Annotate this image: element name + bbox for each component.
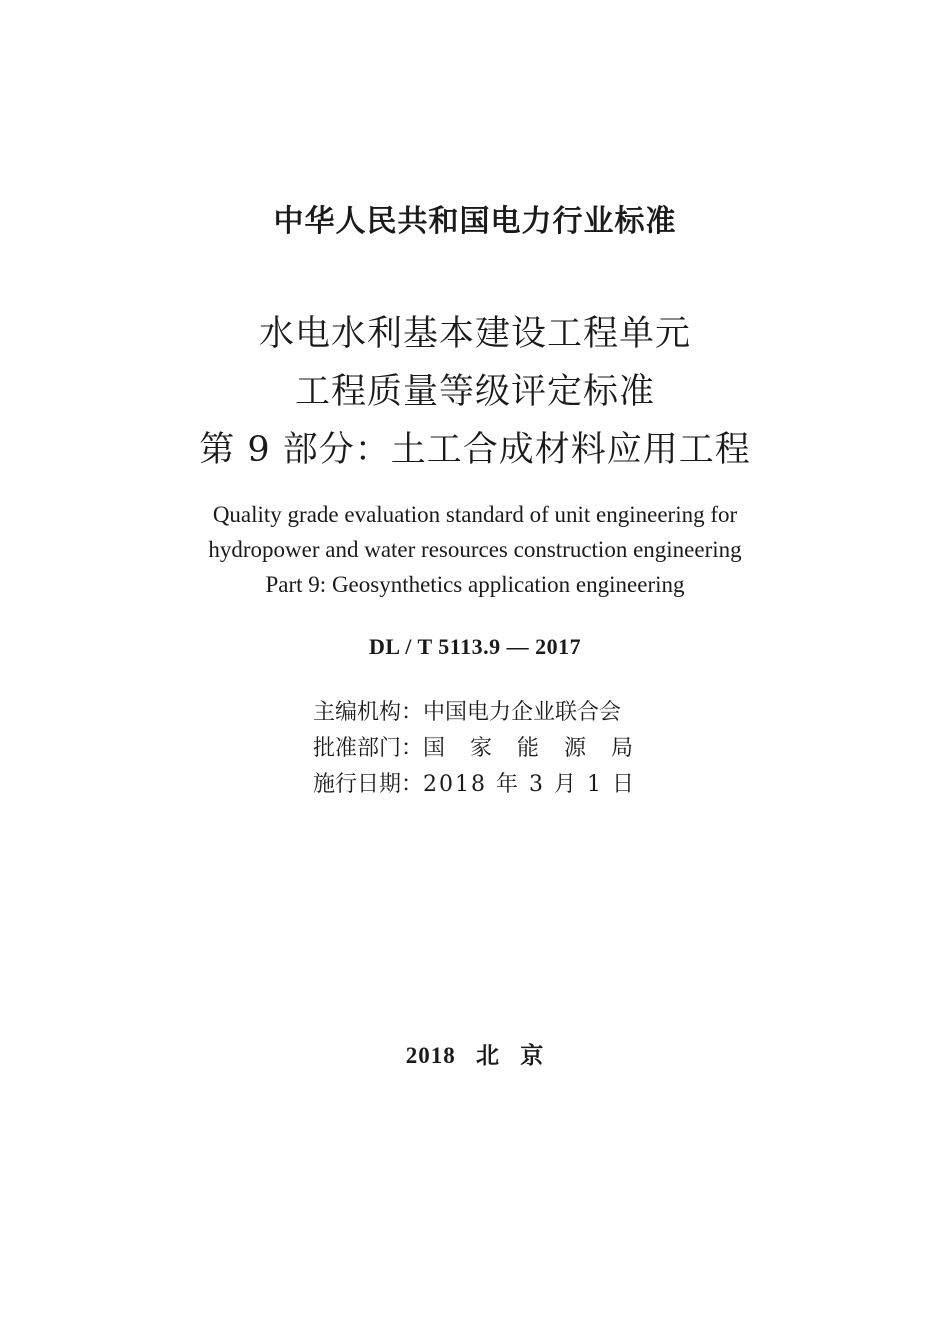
- editor-value: 中国电力企业联合会: [423, 700, 622, 725]
- publication-imprint: 2018 北 京: [405, 1043, 545, 1068]
- standard-code: DL / T 5113.9 — 2017: [368, 634, 582, 659]
- approver-value: 国 家 能 源 局: [423, 736, 642, 761]
- title-en-line-2: hydropower and water resources construction engineering: [208, 537, 742, 562]
- title-cn-line-1: 水电水利基本建设工程单元: [258, 314, 691, 354]
- standard-category: 中华人民共和国电力行业标准: [273, 204, 677, 239]
- meta-approver: [313, 731, 642, 762]
- title-cn-line-2: 工程质量等级评定标准: [294, 372, 655, 412]
- title-en-line-3: Part 9: Geosynthetics application engineering: [265, 572, 685, 597]
- meta-editor: [313, 695, 621, 726]
- editor-label: 主编机构：: [313, 700, 424, 725]
- effective-label: 施行日期：: [313, 772, 424, 797]
- title-cn-line-3: 第 9 部分：土工合成材料应用工程: [199, 430, 751, 470]
- approver-label: 批准部门：: [313, 736, 424, 761]
- meta-effective-date: [313, 767, 636, 798]
- title-en-line-1: Quality grade evaluation standard of unit engineering for: [212, 502, 738, 527]
- effective-value: 2018 年 3 月 1 日: [423, 772, 636, 797]
